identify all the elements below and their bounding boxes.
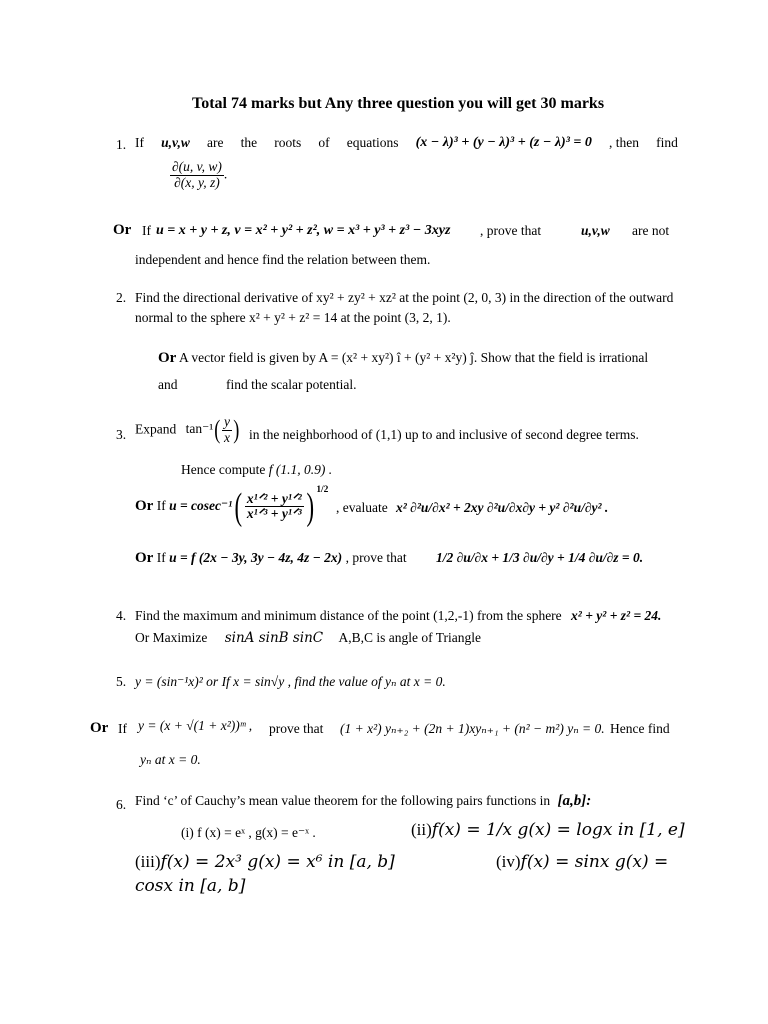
q3-or2-if: If [156, 550, 166, 565]
q1-jacobian-den: ∂(x, y, z) [174, 174, 220, 190]
q3-or1-den: x¹ᐟ³ + y¹ᐟ³ [246, 506, 302, 522]
q4-maximize: Or Maximize [135, 630, 208, 645]
q3-line1-rest [249, 427, 639, 443]
q1-or-if: If [142, 223, 151, 238]
q1-word: are [207, 135, 224, 150]
q3-or1-label: Or [135, 498, 154, 514]
q6-item-i: (i) f (x) = eˣ , g(x) = e⁻ˣ . [181, 825, 316, 840]
q6-iii-expr: f(x) = 2x³ g(x) = x⁶ in [a, b] [160, 852, 395, 872]
q3-frac-den: x [223, 429, 230, 445]
q5-or-prove: prove that [269, 721, 324, 736]
q4-triangle: A,B,C is angle of Triangle [338, 630, 482, 645]
q3-or1-if: If [156, 498, 166, 513]
q2-or-and: and [158, 377, 178, 392]
q3-or2-line [135, 550, 407, 567]
q3-point: (1,1) [375, 427, 402, 442]
q5-or-y: y = (x + √(1 + x²))ᵐ , [138, 718, 253, 733]
q4-text: Find the maximum and minimum distance of the point (1,2,-1) from the sphere [135, 608, 562, 623]
q2-or-label: Or [158, 350, 177, 366]
q3-hence [181, 462, 332, 478]
q2-or-line2: find the scalar potential. [226, 377, 357, 392]
question-6-number: 6. [116, 797, 127, 812]
q3-tan: tan⁻¹ [185, 421, 214, 437]
q6-iii-label: (iii) [135, 852, 161, 871]
question-5-number: 5. [116, 674, 127, 689]
q3-line1: Expand tan⁻¹( $\frac{y}{x}$ ) [135, 414, 240, 445]
q1-word: find [656, 135, 678, 150]
q6-ii-expr: f(x) = 1/x g(x) = logx in [1, e] [431, 820, 685, 840]
q6-text: Find ‘c’ of Cauchy’s mean value theorem for the following pairs functions in [135, 793, 551, 808]
q3-or1-expr: x² ∂²u/∂x² + 2xy ∂²u/∂x∂y + y² ∂²u/∂y² . [396, 500, 609, 515]
q5-or-label: Or [90, 720, 109, 736]
q6-iv-label: (iv) [496, 852, 521, 871]
q1-or-equation: u = x + y + z, v = x² + y² + z², w = x³ + y³ + z³ − 3xyz [156, 223, 451, 238]
q2-line1: Find the directional derivative of xy² + zy² + xz² at the point (2, 0, 3) in the direction of the outward [135, 290, 674, 305]
q1-word: of [318, 135, 330, 150]
q3-or1-line: Or If u = cosec⁻¹( $\frac{\text{x¹ᐟ² + y¹ᐟ²}}{\text{x¹ᐟ³ + y¹ᐟ³}}$ ) $^{1/2}$ [135, 485, 329, 528]
q3-or2-expr: 1/2 ∂u/∂x + 1/3 ∂u/∂y + 1/4 ∂u/∂z = 0. [436, 550, 644, 565]
q6-item-iv [496, 852, 668, 872]
q3-expand: Expand [135, 421, 177, 437]
q5-line1: y = (sin⁻¹x)² or If x = sin√y , find the value of yₙ at x = 0. [135, 674, 446, 689]
q6-ii-label: (ii) [411, 820, 432, 839]
q4-line1 [135, 608, 661, 624]
q3-or2-prove: , prove that [345, 550, 407, 565]
q4-sphere: x² + y² + z² = 24. [571, 608, 662, 623]
q3-text: in the neighborhood of [249, 427, 373, 442]
q1-jacobian: $\frac{\partial(u, v, w)}{\partial(x, y, z)}$ . [172, 159, 228, 190]
q3-or1-num: x¹ᐟ² + y¹ᐟ² [246, 490, 302, 506]
q5-or-hence: Hence find [610, 721, 670, 736]
q6-line1 [135, 793, 591, 810]
q4-line2 [135, 630, 481, 646]
q1-word: If [135, 135, 144, 150]
q2-or-text: A vector field is given by A = (x² + xy²) î + (y² + x²y) ĵ. Show that the field is irrational [178, 350, 649, 365]
q1-equation: (x − λ)³ + (y − λ)³ + (z − λ)³ = 0 [415, 135, 592, 150]
q3-or2-label: Or [135, 550, 154, 566]
q1-or-label: Or [113, 222, 132, 238]
q1-vars: u,v,w [161, 135, 190, 150]
q1-word: , then [609, 135, 640, 150]
q6-item-iv-line2: cosx in [a, b] [135, 876, 246, 896]
q3-or2-u: u = f (2x − 3y, 3y − 4z, 4z − 2x) [169, 550, 343, 565]
q5-or-line2: yₙ at x = 0. [140, 752, 201, 767]
q6-iv-expr: f(x) = sinx g(x) = [520, 852, 669, 872]
q1-word: roots [274, 135, 302, 150]
q2-line2: normal to the sphere x² + y² + z² = 14 at the point (3, 2, 1). [135, 310, 451, 325]
q3-frac-num: y [223, 414, 230, 429]
q1-word: the [240, 135, 258, 150]
q1-jacobian-num: ∂(u, v, w) [172, 159, 222, 174]
q3-or1-pow: 1/2 [316, 485, 329, 495]
question-4-number: 4. [116, 608, 127, 623]
q2-or-line [158, 350, 648, 367]
q1-word: equations [346, 135, 399, 150]
q1-or-notcontinued: are not [632, 223, 670, 238]
question-3-number: 3. [116, 427, 127, 442]
question-2-number: 2. [116, 290, 127, 305]
q3-hence-text: Hence compute [181, 462, 266, 477]
q6-interval: [a,b]: [557, 793, 592, 809]
q3-compute: f (1.1, 0.9) . [268, 462, 333, 477]
question-1-line1 [135, 135, 678, 151]
q5-or-eq: (1 + x²) yₙ₊₂ + (2n + 1)xyₙ₊₁ + (n² − m²) yₙ = 0. [340, 721, 605, 736]
question-1-number: 1. [116, 137, 127, 152]
q6-item-ii [411, 820, 685, 840]
q1-or-prove: , prove that [480, 223, 542, 238]
q1-or-line2: independent and hence find the relation between them. [135, 252, 431, 267]
q3-or1-u: u = cosec⁻¹ [169, 498, 233, 513]
q3-or1-evaluate: , evaluate [336, 500, 388, 515]
q5-or-if: If [118, 721, 127, 736]
q3-text2: up to and inclusive of second degree terms. [404, 427, 639, 442]
q6-item-iii [135, 852, 395, 872]
q1-or-vars: u,v,w [581, 223, 610, 238]
page-title: Total 74 marks but Any three question you will get 30 marks [192, 95, 605, 112]
q4-sin: sinA sinB sinC [224, 630, 324, 646]
